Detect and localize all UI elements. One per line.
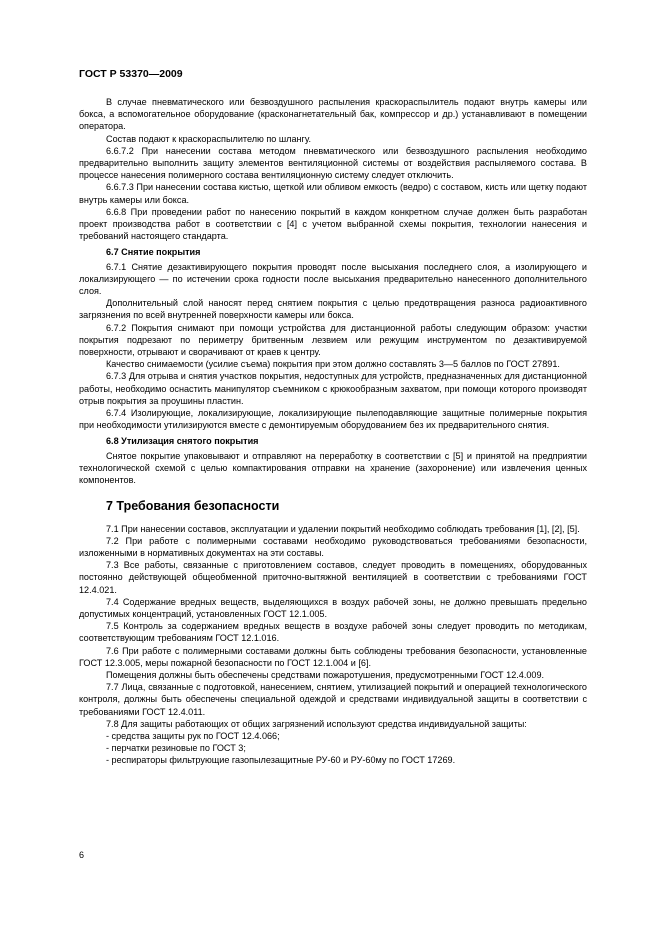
paragraph: 7.6 При работе с полимерными составами должны быть соблюдены требования безопасности, установленные ГОСТ 12.3.005, меры пожарной безопасности по ГОСТ 12.1.004 и [6].	[79, 645, 587, 668]
paragraph: Снятое покрытие упаковывают и отправляют на переработку в соответствии с [5] и принятой на предприятии технологической схемой с целью компактирования отправки на хранение (захоронение) или извлечения ценных компонентов.	[79, 450, 587, 486]
paragraph: 7.3 Все работы, связанные с приготовлением составов, следует проводить в помещениях, оборудованных постоянно действующей общеобменной приточно-вытяжной вентиляцией в соответствии с требованиями ГОСТ 12.4.021.	[79, 560, 587, 595]
paragraph: 7.2 При работе с полимерными составами необходимо руководствоваться требованиями безопасности, изложенными в нормативных документах на эти составы.	[79, 535, 587, 558]
list-item: - респираторы фильтрующие газопылезащитные РУ-60 и РУ-60му по ГОСТ 17269.	[106, 755, 456, 766]
paragraph: 6.7.1 Снятие дезактивирующего покрытия проводят после высыхания последнего слоя, а изолирующего и локализирующего — по истечении срока годности после высыхания предварительно нанесенного дополнительного слоя.	[79, 261, 587, 297]
paragraph: 6.6.7.3 При нанесении состава кистью, щеткой или обливом емкость (ведро) с составом, кисть или щетку подают внутрь камеры или бокса.	[79, 182, 587, 205]
paragraph: Дополнительный слой наносят перед снятием покрытия с целью предотвращения разноса радиоактивного загрязнения по всей внутренней поверхности камеры или бокса.	[79, 298, 587, 321]
page-number: 6	[79, 850, 85, 860]
subsection-title-6-8: 6.8 Утилизация снятого покрытия	[106, 436, 259, 447]
paragraph: 7.8 Для защиты работающих от общих загрязнений используют средства индивидуальной защиты:	[106, 718, 527, 729]
document-header: ГОСТ Р 53370—2009	[79, 68, 183, 80]
subsection-title-6-7: 6.7 Снятие покрытия	[106, 247, 201, 258]
paragraph: 7.5 Контроль за содержанием вредных веществ в воздухе рабочей зоны следует проводить по методикам, соответствующим требованиям ГОСТ 12.1.016.	[79, 621, 587, 644]
paragraph: 6.7.2 Покрытия снимают при помощи устройства для дистанционной работы следующим образом: участки покрытия подрезают по периметру бритвенным лезвием или режущим инструментом по дезактивируемой поверхности, отрывают и сворачивают от краев к центру.	[79, 322, 587, 358]
paragraph: В случае пневматического или безвоздушного распыления краскораспылитель подают внутрь камеры или бокса, а вспомогательное оборудование (красконагнетательный бак, компрессор и др.) устанавливают в помещении оператора.	[79, 97, 587, 132]
list-item: - перчатки резиновые по ГОСТ 3;	[106, 743, 246, 754]
paragraph: 7.7 Лица, связанные с подготовкой, нанесением, снятием, утилизацией покрытий и операцией технологического контроля, должны быть обеспечены специальной одеждой и средствами индивидуальной защиты в соответствии с требованиями ГОСТ 12.4.011.	[79, 682, 587, 717]
paragraph: Качество снимаемости (усилие съема) покрытия при этом должно составлять 3—5 баллов по ГОСТ 27891.	[106, 359, 560, 370]
page-content	[79, 96, 587, 767]
section-title-7: 7 Требования безопасности	[106, 499, 280, 514]
paragraph: 7.4 Содержание вредных веществ, выделяющихся в воздух рабочей зоны, не должно превышать предельно допустимых концентраций, установленных ГОСТ 12.1.005.	[79, 596, 587, 619]
paragraph: Помещения должны быть обеспечены средствами пожаротушения, предусмотренными ГОСТ 12.4.009.	[106, 669, 545, 680]
paragraph: 6.7.4 Изолирующие, локализирующие, локализирующие пылеподавляющие защитные полимерные покрытия при необходимости утилизируются вместе с демонтируемым оборудованием без их предварительного снятия.	[79, 408, 587, 431]
paragraph: 6.6.8 При проведении работ по нанесению покрытий в каждом конкретном случае должен быть разработан проект производства работ в соответствии с [4] с учетом выбранной схемы покрытия, технологии нанесения и требований настоящего стандарта.	[79, 206, 587, 242]
paragraph: 6.6.7.2 При нанесении состава методом пневматического или безвоздушного распыления необходимо предварительно выполнить защиту элементов вентиляционной системы от воздействия распыляемого состава. В процессе нанесения полимерного состава вентиляционную систему следует отключить.	[79, 145, 587, 181]
paragraph: 7.1 При нанесении составов, эксплуатации и удалении покрытий необходимо соблюдать требования [1], [2], [5].	[106, 523, 580, 534]
paragraph: Состав подают к краскораспылителю по шлангу.	[106, 133, 312, 144]
list-item: - средства защиты рук по ГОСТ 12.4.066;	[106, 730, 280, 741]
paragraph: 6.7.3 Для отрыва и снятия участков покрытия, недоступных для устройств, предназначенных для дистанционной работы, необходимо оснастить манипулятор съемником с крюкообразным захватом, при помощи которого производят отрыв покрытия за проушины пластин.	[79, 371, 587, 406]
